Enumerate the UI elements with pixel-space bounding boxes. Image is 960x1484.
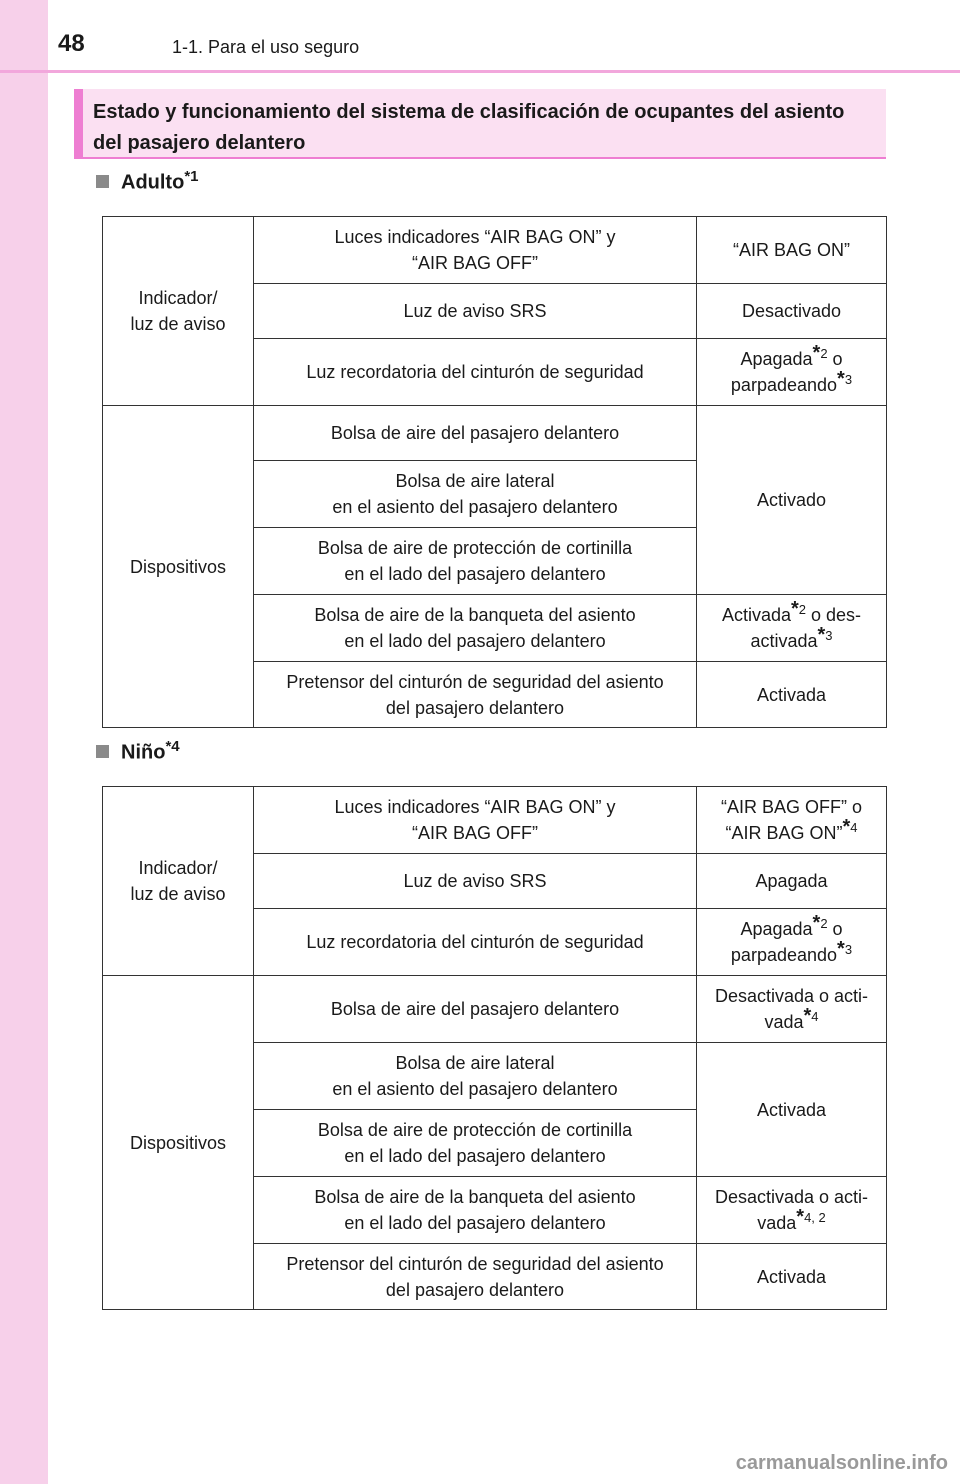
item-cell: Luz de aviso SRS <box>254 284 697 339</box>
child-heading: Niño$^{*4}$ <box>96 738 180 765</box>
adult-status-table <box>102 216 887 728</box>
footnote-star-icon: * <box>790 598 799 620</box>
footnote-star-icon: * <box>796 1206 805 1228</box>
item-cell: Bolsa de aire de la banqueta del asiento en el lado del pasajero delantero <box>254 595 697 662</box>
status-cell: Activado <box>697 406 887 595</box>
status-cell: Apagada*$^2$ o parpadeando*$^3$ <box>697 339 887 406</box>
status-cell: “AIR BAG OFF” o “AIR BAG ON”*$^4$ <box>697 787 887 854</box>
item-cell: Bolsa de aire del pasajero delantero <box>254 976 697 1043</box>
status-cell: Activada*$^2$ o des- activada*$^3$ <box>697 595 887 662</box>
item-cell: Bolsa de aire de protección de cortinilla en el lado del pasajero delantero <box>254 1110 697 1177</box>
status-cell: Activada <box>697 1043 887 1177</box>
item-cell: Luces indicadores “AIR BAG ON” y “AIR BAG OFF” <box>254 787 697 854</box>
status-cell: “AIR BAG ON” <box>697 217 887 284</box>
footnote-star-icon: * <box>803 1005 812 1027</box>
status-cell: Apagada <box>697 854 887 909</box>
section-heading-box <box>74 89 886 159</box>
status-cell: Desactivada o acti- vada*$^{4, 2}$ <box>697 1177 887 1244</box>
item-cell: Pretensor del cinturón de seguridad del asiento del pasajero delantero <box>254 1244 697 1310</box>
square-bullet-icon <box>96 175 109 188</box>
footnote-star-icon: * <box>812 912 821 934</box>
status-cell: Activada <box>697 662 887 728</box>
status-cell: Apagada*$^2$ o parpadeando*$^3$ <box>697 909 887 976</box>
table-row <box>103 217 887 284</box>
item-cell: Bolsa de aire lateral en el asiento del pasajero delantero <box>254 1043 697 1110</box>
item-cell: Bolsa de aire lateral en el asiento del pasajero delantero <box>254 461 697 528</box>
item-cell: Pretensor del cinturón de seguridad del asiento del pasajero delantero <box>254 662 697 728</box>
status-cell: Desactivada o acti- vada*$^4$ <box>697 976 887 1043</box>
table-row <box>103 976 887 1043</box>
table-row <box>103 406 887 461</box>
watermark: carmanualsonline.info <box>735 1452 948 1474</box>
item-cell: Luz recordatoria del cinturón de seguridad <box>254 339 697 406</box>
footnote-star-icon: * <box>837 938 845 960</box>
footnote-star-icon: * <box>817 624 826 646</box>
adult-heading: Adulto$^{*1}$ <box>96 168 199 195</box>
section-title: 1-1. Para el uso seguro <box>172 37 360 57</box>
footnote-star-icon: * <box>837 368 845 390</box>
header-divider <box>0 70 960 73</box>
table-row <box>103 787 887 854</box>
group-label-devices: Dispositivos <box>103 406 254 728</box>
group-label-indicator: Indicador/ luz de aviso <box>103 217 254 406</box>
item-cell: Luz recordatoria del cinturón de seguridad <box>254 909 697 976</box>
status-cell: Desactivado <box>697 284 887 339</box>
status-cell: Activada <box>697 1244 887 1310</box>
item-cell: Bolsa de aire del pasajero delantero <box>254 406 697 461</box>
child-status-table <box>102 786 887 1310</box>
square-bullet-icon <box>96 745 109 758</box>
item-cell: Luces indicadores “AIR BAG ON” y “AIR BAG OFF” <box>254 217 697 284</box>
group-label-devices: Dispositivos <box>103 976 254 1310</box>
footnote-star-icon: * <box>812 342 821 364</box>
section-heading: Estado y funcionamiento del sistema de clasificación de ocupantes del asiento del pasajero delantero <box>93 101 845 154</box>
page-side-band <box>0 0 48 1484</box>
group-label-indicator: Indicador/ luz de aviso <box>103 787 254 976</box>
item-cell: Luz de aviso SRS <box>254 854 697 909</box>
item-cell: Bolsa de aire de la banqueta del asiento en el lado del pasajero delantero <box>254 1177 697 1244</box>
item-cell: Bolsa de aire de protección de cortinilla en el lado del pasajero delantero <box>254 528 697 595</box>
page-number: 48 <box>58 30 85 57</box>
footnote-star-icon: * <box>842 816 851 838</box>
